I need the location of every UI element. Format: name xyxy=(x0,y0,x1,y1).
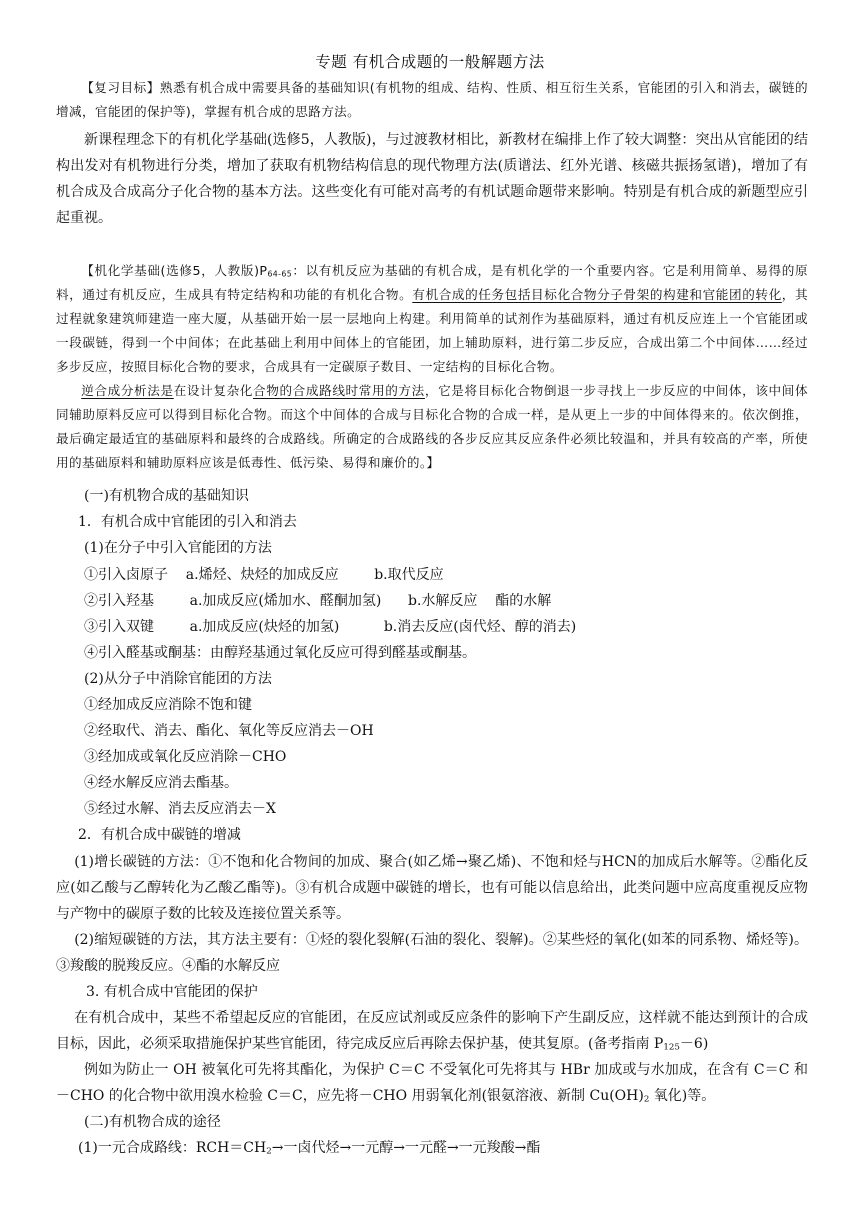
protection-example-paragraph xyxy=(56,1057,808,1109)
carbon-chain-decrease-paragraph: (2)缩短碳链的方法，其方法主要有：①烃的裂化裂解(石油的裂化、裂解)。②某些烃的氧化(如苯的同系物、烯烃等)。③羧酸的脱羧反应。④酯的水解反应 xyxy=(56,932,808,974)
intro-paragraph: 新课程理念下的有机化学基础(选修5，人教版)，与过渡教材相比，新教材在编排上作了较大调整：突出从官能团的结构出发对有机物进行分类，增加了获取有机物结构信息的现代物理方法(质谱法、红外光谱、核磁共振扬氢谱)，增加了有机合成及合成高分子化合物的基本方法。这些变化有可能对高考的有机试题命题带来影响。特别是有机合成的新题型应引起重视。 xyxy=(56,132,808,226)
quote-p1-underlined: 有机合成的任务包括目标化合物分子骨架的构建和官能团的转化 xyxy=(412,287,782,302)
section-2-heading: (二)有机物合成的途径 xyxy=(84,1114,221,1130)
section-1-heading: (一)有机物合成的基础知识 xyxy=(84,488,249,504)
protection-ref-suffix: －6) xyxy=(679,1036,709,1052)
method-introduce-hydroxyl: ②引入羟基 a.加成反应(烯加水、醛酮加氢) b.水解反应 酯的水解 xyxy=(84,593,552,609)
route-1-chain: →一卤代烃→一元醇→一元醛→一元羧酸→酯 xyxy=(271,1140,541,1156)
section-1-item-2: 2．有机合成中碳链的增减 xyxy=(78,827,241,843)
subsection-1-2: (2)从分子中消除官能团的方法 xyxy=(84,671,272,687)
quote-p1-text-a: 以有机反应为基础的有机合成，是有机化学的一个重要内容。它是利用简单、易得的原料，通过有机反应，生成具有特定结构和功能的有机化合物。 xyxy=(56,263,808,302)
quote-head-pages: 64-65 xyxy=(267,269,293,279)
method-introduce-double-bond: ③引入双键 a.加成反应(炔烃的加氢) b.消去反应(卤代烃、醇的消去) xyxy=(84,619,577,635)
route-1 xyxy=(78,1138,540,1158)
method-introduce-halogen: ①引入卤原子 a.烯烃、炔烃的加成反应 b.取代反应 xyxy=(84,567,444,583)
quote-head xyxy=(81,263,305,278)
quote-head-colon: ： xyxy=(292,263,306,278)
quote-paragraph-2 xyxy=(56,379,808,475)
section-1-item-3: 3. 有机合成中官能团的保护 xyxy=(86,984,258,1000)
protection-page-sub: 125 xyxy=(663,1042,680,1053)
quote-head-text: 【机化学基础(选修5，人教版)P xyxy=(81,263,268,278)
quote-p2-text-a: 在设计复杂化 xyxy=(173,383,254,398)
remove-method-5: ⑤经过水解、消去反应消去－X xyxy=(84,801,276,817)
protection-example-sub: 2 xyxy=(643,1094,650,1105)
protection-paragraph xyxy=(56,1005,808,1057)
protection-example-suffix: 氧化)等。 xyxy=(649,1088,716,1104)
textbook-quote xyxy=(56,259,808,475)
remove-method-3: ③经加成或氧化反应消除－CHO xyxy=(84,749,287,765)
quote-p2-text-b: ，它是将目标化合物倒退一步寻找上一步反应的中间体，该中间体同辅助原料反应可以得到目标化合物。而这个中间体的合成与目标化合物的合成一样，是从更上一步的中间体得来的。依次倒推，最后确定最适宜的基础原料和最终的合成路线。所确定的合成路线的各步反应其反应条件必须比较温和，并具有较高的产率，所使用的基础原料和辅助原料应该是低毒性、低污染、易得和廉价的。】 xyxy=(56,383,808,470)
quote-p1-text-b: ，其过程就象建筑师建造一座大厦，从基础开始一层一层地向上构建。利用简单的试剂作为基础原料，通过有机反应连上一个官能团或一段碳链，得到一个中间体；在此基础上利用中间体上的官能团，加上辅助原料，进行第二步反应，合成出第二个中间体……经过多步反应，按照目标化合物的要求，合成具有一定碳原子数目、一定结构的目标化合物。 xyxy=(56,287,808,374)
method-introduce-aldehyde: ④引入醛基或酮基：由醇羟基通过氧化反应可得到醛基或酮基。 xyxy=(84,645,476,661)
remove-method-2: ②经取代、消去、酯化、氧化等反应消去－OH xyxy=(84,723,374,739)
review-goals-text: 熟悉有机合成中需要具备的基础知识(有机物的组成、结构、性质、相互衍生关系，官能团的引入和消去，碳链的增减，官能团的保护等)，掌握有机合成的思路方法。 xyxy=(56,80,808,119)
quote-paragraph-1 xyxy=(56,259,808,379)
protection-text: 在有机合成中，某些不希望起反应的官能团，在反应试剂或反应条件的影响下产生副反应，这样就不能达到预计的合成目标，因此，必须采取措施保护某些官能团，待完成反应后再除去保护基，使其复原。(备考指南 P xyxy=(56,1010,808,1052)
route-1-text: (1)一元合成路线：RCH＝CH xyxy=(78,1140,267,1156)
subsection-1-1: (1)在分子中引入官能团的方法 xyxy=(84,540,272,556)
route-1-sub: 2 xyxy=(266,1146,272,1157)
review-goals-paragraph xyxy=(56,76,808,124)
quote-p2-underlined-2: 合物的合成路线时常用的方法 xyxy=(253,383,425,398)
remove-method-4: ④经水解反应消去酯基。 xyxy=(84,775,238,791)
review-goals-head: 【复习目标】 xyxy=(81,80,160,95)
quote-p2-underlined-1: 逆合成分析法是 xyxy=(81,383,174,398)
remove-method-1: ①经加成反应消除不饱和键 xyxy=(84,697,252,713)
document-title: 专题 有机合成题的一般解题方法 xyxy=(315,53,545,71)
carbon-chain-increase-paragraph: (1)增长碳链的方法：①不饱和化合物间的加成、聚合(如乙烯→聚乙烯)、不饱和烃与HCN的加成后水解等。②酯化反应(如乙酸与乙醇转化为乙酸乙酯等)。③有机合成题中碳链的增长，也有可能以信息给出，此类问题中应高度重视反应物与产物中的碳原子数的比较及连接位置关系等。 xyxy=(56,854,808,922)
protection-example-text: 例如为防止一 OH 被氧化可先将其酯化，为保护 C＝C 不受氧化可先将其与 HBr 加成或与水加成，在含有 C＝C 和－CHO 的化合物中欲用溴水检验 C＝C，应先将－CHO 用弱氧化剂(银氨溶液、新制 Cu(OH) xyxy=(56,1062,808,1104)
section-1-item-1: 1．有机合成中官能团的引入和消去 xyxy=(78,514,297,530)
